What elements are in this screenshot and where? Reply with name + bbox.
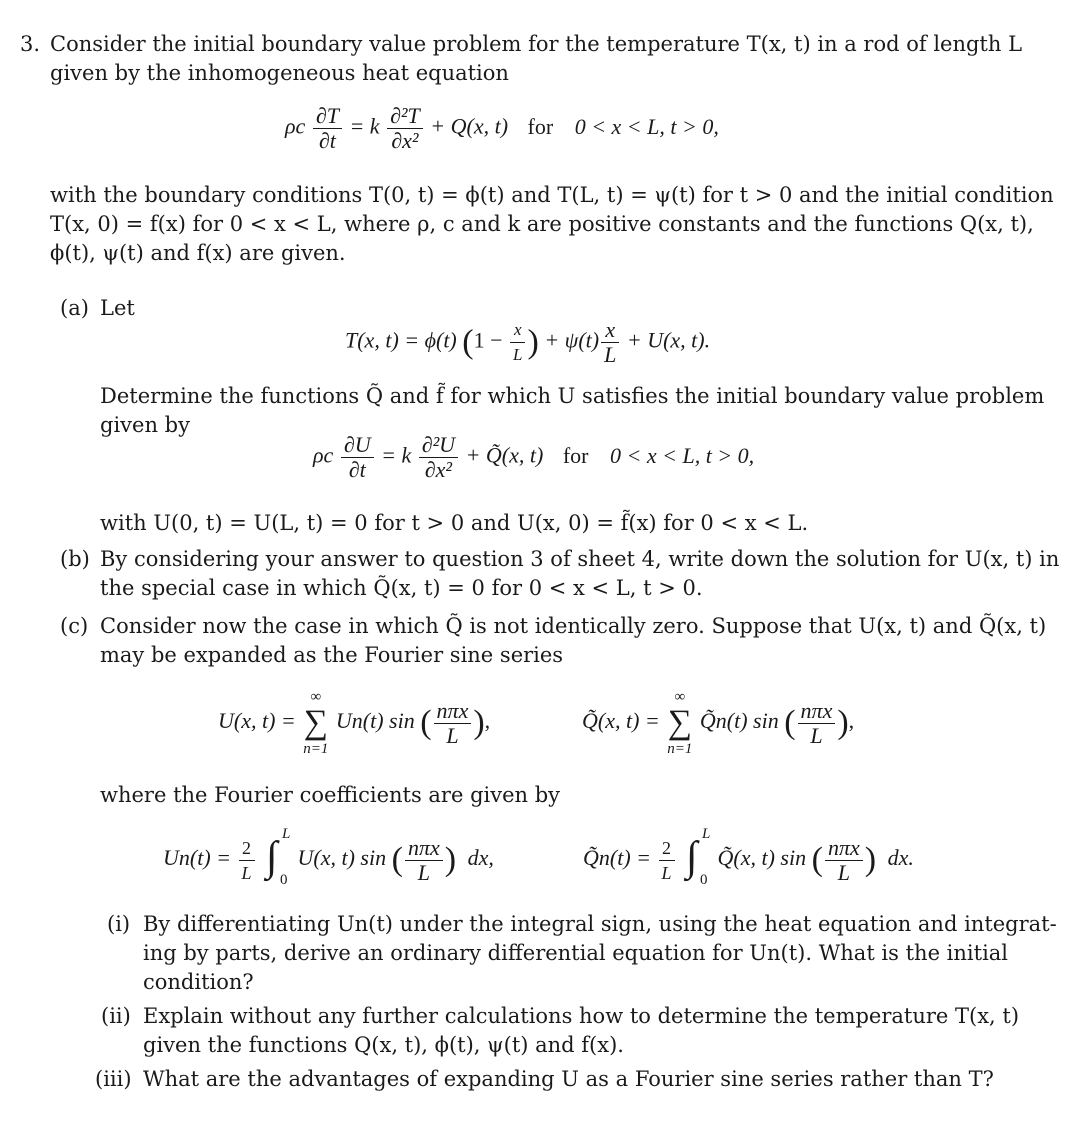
substitution-equation: T(x, t) = ϕ(t) (1 − $\frac{x}{L}$ ) + ψ(t) $\frac{x}{L}$ + U(x, t). bbox=[345, 317, 711, 367]
part-a-let: Let bbox=[100, 296, 135, 320]
part-b-line-1: By considering your answer to question 3 of sheet 4, write down the solution for U(x, t) in bbox=[100, 547, 1060, 571]
part-c-ii-line-1: Explain without any further calculations how to determine the temperature T(x, t) bbox=[143, 1004, 1020, 1028]
problem-number: 3. bbox=[20, 32, 41, 56]
intro-line-1: Consider the initial boundary value problem for the temperature T(x, t) in a rod of length L bbox=[50, 32, 1023, 56]
part-c-i-line-3: condition? bbox=[143, 970, 254, 994]
fourier-series-u: U(x, t) = ∞ ∑ n=1 Un(t) sin ( $\frac{\text{nπx}}{L}$ ), bbox=[218, 689, 491, 757]
u-equation: ρc $\frac{\partial U}{\partial t}$ = k $\frac{\text{∂²U}}{\text{∂x²}}$ + Q̃(x, t) for 0 < x < L, t > 0, bbox=[313, 432, 755, 482]
part-c-i-label: (i) bbox=[107, 912, 131, 936]
fourier-series-q: Q̃(x, t) = ∞ ∑ n=1 Q̃n(t) sin ( $\frac{\text{nπx}}{L}$ ), bbox=[582, 689, 855, 757]
part-a-label: (a) bbox=[60, 296, 89, 320]
part-c-line-2: may be expanded as the Fourier sine series bbox=[100, 643, 564, 667]
part-c-label: (c) bbox=[60, 614, 89, 638]
determine-line-1: Determine the functions Q̃ and f̃ for which U satisfies the initial boundary value problem bbox=[100, 384, 1045, 408]
part-c-line-1: Consider now the case in which Q̃ is not identically zero. Suppose that U(x, t) and Q̃(x, t) bbox=[100, 614, 1047, 638]
part-c-iii-label: (iii) bbox=[95, 1067, 132, 1091]
part-c-ii-label: (ii) bbox=[101, 1004, 131, 1028]
heat-equation: ρc $\frac{\partial T}{\partial t}$ = k $\frac{\text{∂²T}}{\text{∂x²}}$ + Q(x, t) for 0 < x < L, t > 0, bbox=[285, 103, 719, 153]
part-b-label: (b) bbox=[60, 547, 90, 571]
part-b-line-2: the special case in which Q̃(x, t) = 0 for 0 < x < L, t > 0. bbox=[100, 576, 703, 600]
boundary-conditions-line-3: ϕ(t), ψ(t) and f(x) are given. bbox=[50, 241, 346, 265]
boundary-conditions-line-1: with the boundary conditions T(0, t) = ϕ(t) and T(L, t) = ψ(t) for t > 0 and the initial condition bbox=[50, 183, 1054, 207]
coefficient-q: Q̃n(t) = $\frac{2}{L}$ ∫ L 0 Q̃(x, t) sin ( $\frac{\text{nπx}}{L}$ ) dx. bbox=[583, 826, 914, 888]
determine-line-2: given by bbox=[100, 413, 190, 437]
intro-line-2: given by the inhomogeneous heat equation bbox=[50, 61, 509, 85]
u-conditions: with U(0, t) = U(L, t) = 0 for t > 0 and U(x, 0) = f̃(x) for 0 < x < L. bbox=[100, 511, 809, 535]
part-c-i-line-2: ing by parts, derive an ordinary differential equation for Un(t). What is the initial bbox=[143, 941, 1009, 965]
coefficient-u: Un(t) = $\frac{2}{L}$ ∫ L 0 U(x, t) sin ( $\frac{\text{nπx}}{L}$ ) dx, bbox=[163, 826, 494, 888]
integral-sign: ∫ L 0 bbox=[266, 826, 291, 888]
part-c-ii-line-2: given the functions Q(x, t), ϕ(t), ψ(t) and f(x). bbox=[143, 1033, 624, 1057]
part-c-i-line-1: By differentiating Un(t) under the integral sign, using the heat equation and integrat- bbox=[143, 912, 1057, 936]
boundary-conditions-line-2: T(x, 0) = f(x) for 0 < x < L, where ρ, c and k are positive constants and the functions Q(x, t), bbox=[50, 212, 1034, 236]
where-line: where the Fourier coefficients are given by bbox=[100, 783, 561, 807]
integral-sign: ∫ L 0 bbox=[686, 826, 711, 888]
part-c-iii-line-1: What are the advantages of expanding U as a Fourier sine series rather than T? bbox=[143, 1067, 994, 1091]
